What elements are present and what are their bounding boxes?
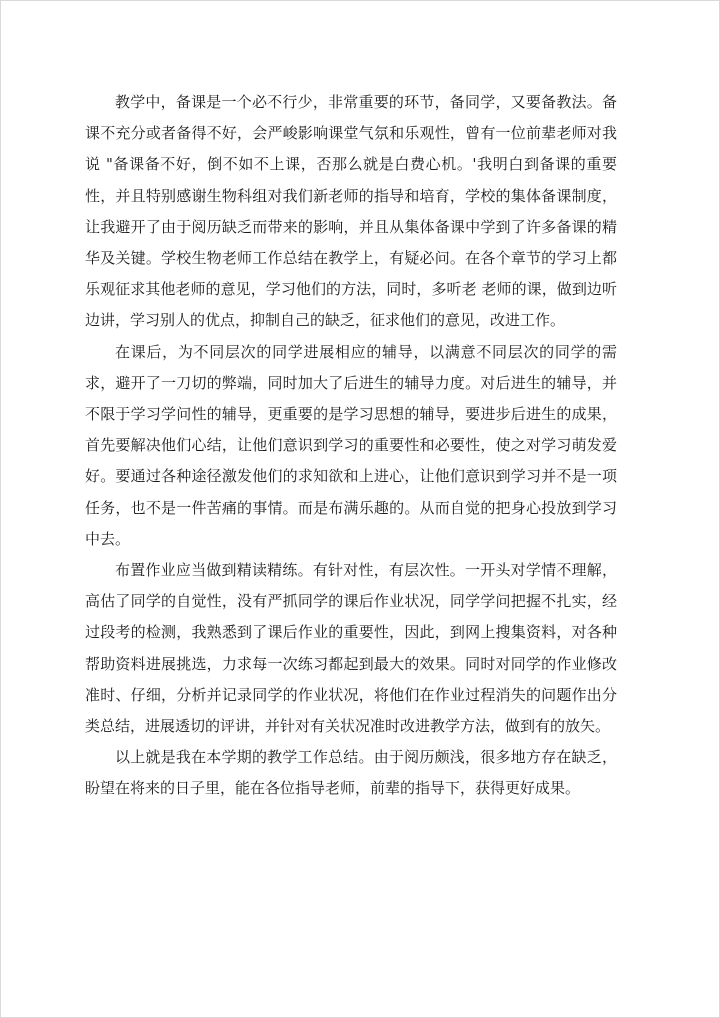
paragraph-conclusion: 以上就是我在本学期的教学工作总结。由于阅历颇浅，很多地方存在缺乏，盼望在将来的日子里，能在各位指导老师，前辈的指导下，获得更好成果。: [85, 748, 617, 798]
paragraph-homework: 布置作业应当做到精读精练。有针对性，有层次性。一开头对学情不理解，高估了同学的自觉性，没有严抓同学的课后作业状况，同学学问把握不扎实，经过段考的检测，我熟悉到了课后作业的重要性，因此，到网上搜集资料，对各种帮助资料进展挑选，力求每一次练习都起到最大的效果。同时对同学的作业修改准时、仔细，分析并记录同学的作业状况，将他们在作业过程消失的问题作出分类总结，进展透切的评讲，并针对有关状况准时改进教学方法，做到有的放矢。: [85, 561, 617, 736]
document-body: [85, 87, 617, 805]
paragraph-after-class-tutoring: 在课后，为不同层次的同学进展相应的辅导，以满意不同层次的同学的需求，避开了一刀切的弊端，同时加大了后进生的辅导力度。对后进生的辅导，并不限于学习学问性的辅导，更重要的是学习思想的辅导，要进步后进生的成果，首先要解决他们心结，让他们意识到学习的重要性和必要性，使之对学习萌发爱好。要通过各种途径激发他们的求知欲和上进心，让他们意识到学习并不是一项任务，也不是一件苦痛的事情。而是布满乐趣的。从而自觉的把身心投放到学习中去。: [85, 342, 617, 548]
paragraph-lesson-preparation: 教学中，备课是一个必不行少，非常重要的环节，备同学，又要备教法。备课不充分或者备得不好，会严峻影响课堂气氛和乐观性，曾有一位前辈老师对我说 "备课备不好，倒不如不上课，否那么就是白费心机。'我明白到备课的重要性，并且特别感谢生物科组对我们新老师的指导和培育，学校的集体备课制度，让我避开了由于阅历缺乏而带来的影响，并且从集体备课中学到了许多备课的精华及关键。学校生物老师工作总结在教学上，有疑必问。在各个章节的学习上都乐观征求其他老师的意见，学习他们的方法，同时，多听老 老师的课，做到边听边讲，学习别人的优点，抑制自己的缺乏，征求他们的意见，改进工作。: [85, 93, 617, 330]
